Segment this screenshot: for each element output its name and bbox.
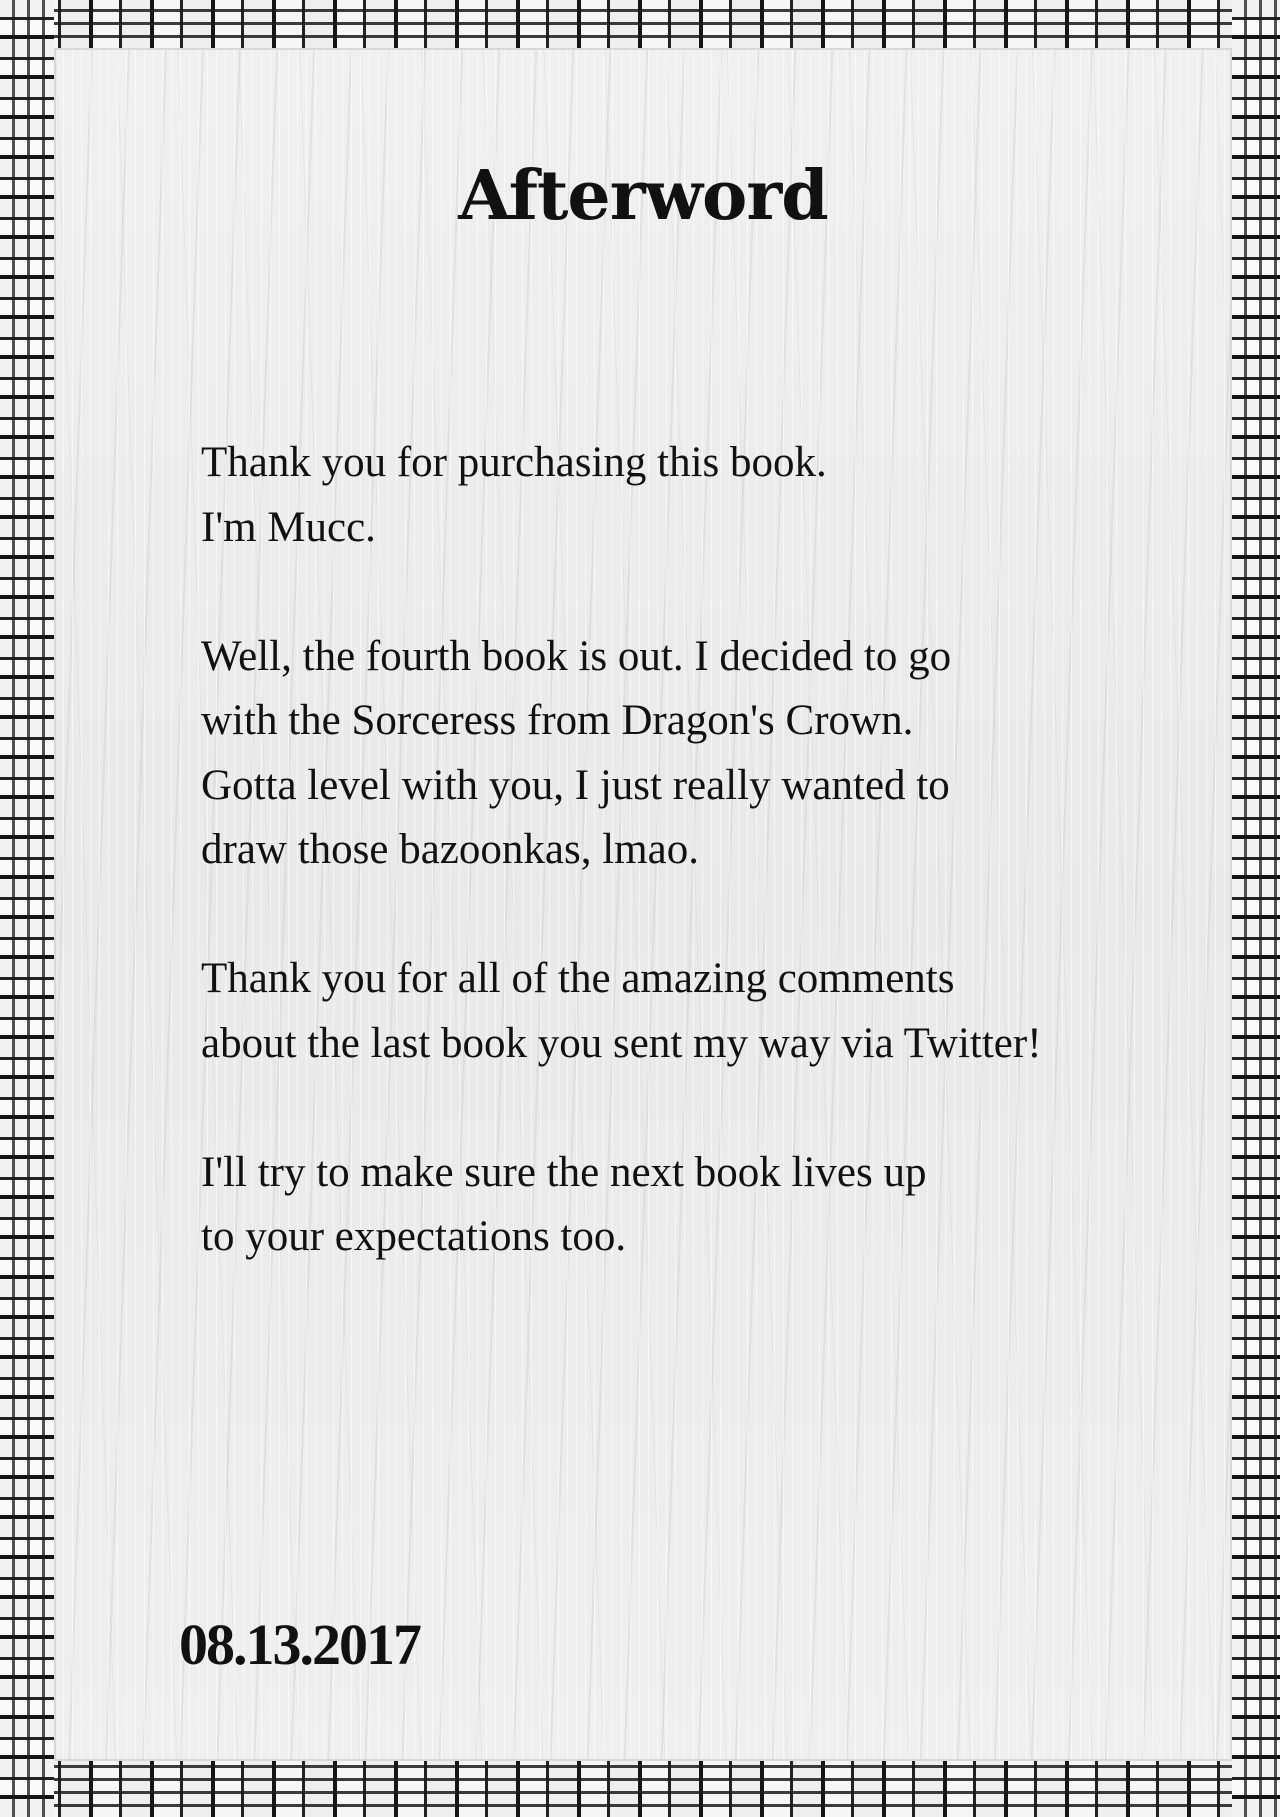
paragraph-line: about the last book you sent my way via Twitter!: [201, 1019, 1042, 1067]
signature-date: 08.13.2017: [179, 1612, 420, 1677]
paragraph-line: Well, the fourth book is out. I decided to go: [201, 632, 952, 680]
stone-border-top: [0, 0, 1280, 48]
paragraph-line: I'm Mucc.: [201, 503, 376, 551]
paragraph-fourth-book: [201, 625, 1201, 883]
paragraph-thanks: [201, 431, 1201, 560]
paragraph-line: Gotta level with you, I just really wanted to: [201, 761, 950, 809]
afterword-body: [201, 431, 1201, 1334]
paragraph-line: Thank you for all of the amazing comments: [201, 955, 955, 1002]
paragraph-next-book: [201, 1141, 1201, 1270]
stone-border-bottom: [0, 1761, 1280, 1817]
page-title: Afterword: [458, 156, 828, 236]
wood-grain-page-panel: [54, 48, 1232, 1761]
paragraph-line: to your expectations too.: [201, 1213, 627, 1260]
stone-border-right: [1232, 0, 1280, 1817]
paragraph-line: I'll try to make sure the next book lives up: [201, 1148, 927, 1196]
stone-border-left: [0, 0, 54, 1817]
paragraph-line: Thank you for purchasing this book.: [201, 439, 827, 486]
paragraph-line: draw those bazoonkas, lmao.: [201, 826, 699, 873]
paragraph-comments: [201, 947, 1201, 1076]
paragraph-line: with the Sorceress from Dragon's Crown.: [201, 697, 914, 744]
